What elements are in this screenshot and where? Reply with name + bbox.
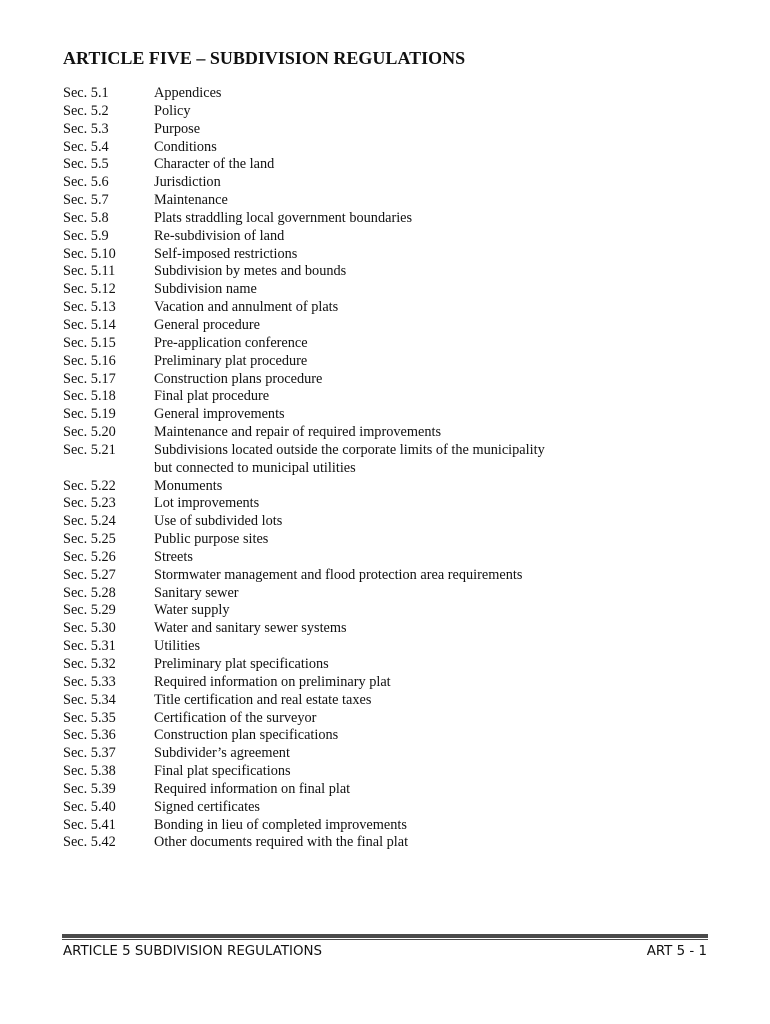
section-number: Sec. 5.7 [63,192,109,209]
section-title: Construction plan specifications [154,727,339,744]
toc-entry [63,674,703,692]
section-number: Sec. 5.22 [63,477,116,494]
section-title: Required information on final plat [154,780,351,797]
toc-entry [63,121,703,139]
section-title: Signed certificates [154,798,260,815]
toc-entry [63,567,703,585]
section-title: Streets [154,548,193,565]
section-number: Sec. 5.21 [63,441,116,458]
section-title: Subdivider’s agreement [154,745,290,762]
toc-entry [63,85,703,103]
toc-entry [63,834,703,852]
section-number: Sec. 5.33 [63,673,116,690]
section-title: Subdivisions located outside the corporate limits of the municipality but connected to municipal utilities [154,441,545,476]
section-number: Sec. 5.8 [63,209,109,226]
toc-entry [63,745,703,763]
toc-entry [63,710,703,728]
section-title: Other documents required with the final plat [154,834,409,851]
section-number: Sec. 5.28 [63,584,116,601]
section-number: Sec. 5.36 [63,727,116,744]
toc-entry [63,192,703,210]
section-number: Sec. 5.39 [63,780,116,797]
section-title: Utilities [154,638,201,655]
section-number: Sec. 5.12 [63,281,116,298]
section-number: Sec. 5.13 [63,299,116,316]
toc-entry [63,531,703,549]
toc-entry [63,817,703,835]
toc-entry [63,585,703,603]
toc-entry [63,478,703,496]
section-number: Sec. 5.23 [63,495,116,512]
toc-entry [63,495,703,513]
section-title: Appendices [154,85,222,101]
toc-entry [63,156,703,174]
toc-entry [63,228,703,246]
section-number: Sec. 5.2 [63,102,109,119]
section-title: Vacation and annulment of plats [154,299,339,316]
section-number: Sec. 5.17 [63,370,116,387]
toc-entry [63,513,703,531]
section-number: Sec. 5.16 [63,352,116,369]
toc-entry [63,371,703,389]
section-title: Public purpose sites [154,531,269,548]
section-title: Subdivision by metes and bounds [154,263,347,280]
section-title: Certification of the surveyor [154,709,317,726]
section-title: Pre-application conference [154,334,308,351]
section-number: Sec. 5.3 [63,120,109,137]
section-number: Sec. 5.9 [63,227,109,244]
section-title: Jurisdiction [154,174,221,191]
toc-entry [63,442,703,478]
toc-entry [63,692,703,710]
section-number: Sec. 5.31 [63,638,116,655]
section-number: Sec. 5.30 [63,620,116,637]
footer-page-number: ART 5 - 1 [646,944,707,959]
toc-entry [63,549,703,567]
section-title: Plats straddling local government boundaries [154,209,413,226]
section-title: Sanitary sewer [154,584,239,601]
section-number: Sec. 5.34 [63,691,116,708]
section-number: Sec. 5.41 [63,816,116,833]
toc-entry [63,317,703,335]
section-number: Sec. 5.27 [63,566,116,583]
footer-divider-thin [62,939,708,940]
section-number: Sec. 5.25 [63,531,116,548]
toc-entry [63,353,703,371]
section-title: Final plat specifications [154,763,291,780]
section-title: Maintenance and repair of required improvements [154,424,442,441]
section-number: Sec. 5.10 [63,245,116,262]
section-number: Sec. 5.42 [63,834,116,851]
table-of-contents [63,85,703,852]
section-number: Sec. 5.32 [63,656,116,672]
toc-entry [63,620,703,638]
section-number: Sec. 5.4 [63,138,109,155]
section-title: Required information on preliminary plat [154,673,391,690]
toc-entry [63,281,703,299]
section-title: Bonding in lieu of completed improvements [154,816,407,833]
section-number: Sec. 5.1 [63,85,109,101]
toc-entry [63,299,703,317]
section-number: Sec. 5.38 [63,763,116,780]
section-number: Sec. 5.29 [63,602,116,619]
toc-entry [63,210,703,228]
toc-entry [63,388,703,406]
section-number: Sec. 5.11 [63,263,116,280]
toc-entry [63,139,703,157]
section-title: Construction plans procedure [154,370,323,387]
section-title: Lot improvements [154,495,260,512]
section-title: General improvements [154,406,285,423]
toc-entry [63,103,703,121]
section-title: Subdivision name [154,281,257,298]
toc-entry [63,602,703,620]
section-number: Sec. 5.19 [63,406,116,423]
toc-entry [63,174,703,192]
section-number: Sec. 5.5 [63,156,109,173]
section-number: Sec. 5.15 [63,334,116,351]
section-title: Water supply [154,602,230,619]
section-title: Final plat procedure [154,388,270,405]
section-title: Water and sanitary sewer systems [154,620,347,637]
toc-entry [63,406,703,424]
toc-entry [63,335,703,353]
section-number: Sec. 5.14 [63,316,116,333]
section-title: Use of subdivided lots [154,513,283,530]
toc-entry [63,246,703,264]
section-number: Sec. 5.37 [63,745,116,762]
section-number: Sec. 5.6 [63,174,109,191]
section-title: Maintenance [154,192,228,209]
section-number: Sec. 5.35 [63,709,116,726]
toc-entry [63,638,703,656]
footer-article-title: ARTICLE 5 SUBDIVISION REGULATIONS [63,944,323,959]
section-title: General procedure [154,316,260,333]
toc-entry [63,727,703,745]
section-title: Preliminary plat specifications [154,656,329,672]
section-title: Stormwater management and flood protection area requirements [154,566,523,583]
section-title: Character of the land [154,156,275,173]
section-number: Sec. 5.18 [63,388,116,405]
footer-divider [62,934,708,938]
section-number: Sec. 5.26 [63,548,116,565]
section-number: Sec. 5.24 [63,513,116,530]
section-title: Monuments [154,477,223,494]
section-number: Sec. 5.20 [63,424,116,441]
toc-entry [63,799,703,817]
toc-entry [63,263,703,281]
page-title: ARTICLE FIVE – SUBDIVISION REGULATIONS [63,48,466,68]
section-title: Conditions [154,138,217,155]
section-title: Self-imposed restrictions [154,245,298,262]
toc-entry [63,781,703,799]
section-number: Sec. 5.40 [63,798,116,815]
section-title: Re-subdivision of land [154,227,285,244]
section-title: Title certification and real estate taxes [154,691,372,708]
toc-entry [63,763,703,781]
section-title: Preliminary plat procedure [154,352,308,369]
section-title: Policy [154,102,191,119]
section-title: Purpose [154,120,201,137]
toc-entry [63,424,703,442]
toc-entry [63,656,703,674]
